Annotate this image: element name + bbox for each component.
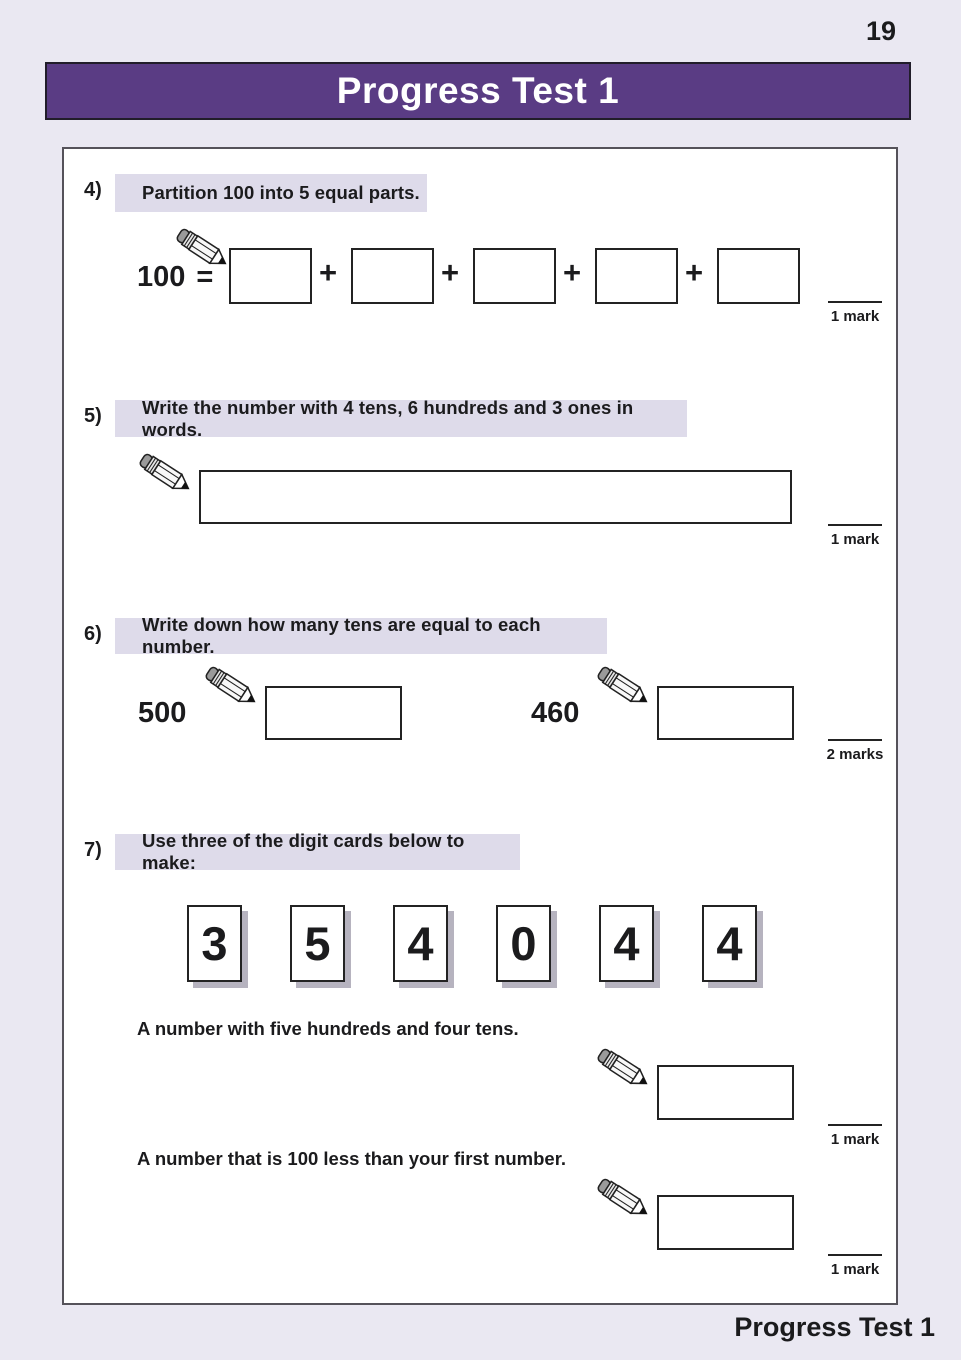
digit-card-4 <box>496 905 551 982</box>
digit-card-value: 4 <box>407 917 434 970</box>
partition-answer-box-4[interactable] <box>595 248 678 304</box>
number-answer-box-2[interactable] <box>657 1195 794 1250</box>
question-prompt-highlight <box>115 174 427 212</box>
mark-tally <box>811 301 899 325</box>
tens-answer-box-460[interactable] <box>657 686 794 740</box>
question-prompt: Write the number with 4 tens, 6 hundreds and 3 ones in words. <box>142 396 634 440</box>
page-number: 19 <box>866 16 897 46</box>
question-number: 4) <box>84 179 102 201</box>
plus-sign: + <box>440 255 460 290</box>
pencil-icon <box>594 1174 655 1224</box>
mark-label: 1 mark <box>830 531 880 548</box>
mark-label: 1 mark <box>830 1261 880 1278</box>
partition-answer-box-3[interactable] <box>473 248 556 304</box>
partition-answer-box-1[interactable] <box>229 248 312 304</box>
mark-tally <box>811 524 899 548</box>
plus-sign: + <box>318 255 338 290</box>
mark-label: 1 mark <box>830 308 880 325</box>
sub-question-prompt: A number that is 100 less than your first number. <box>137 1148 567 1169</box>
mark-label: 2 marks <box>826 746 884 763</box>
question-number: 6) <box>84 623 102 645</box>
number-answer-box-1[interactable] <box>657 1065 794 1120</box>
mark-line <box>828 1254 882 1256</box>
plus-sign: + <box>562 255 582 290</box>
pencil-icon <box>594 1044 655 1094</box>
words-answer-box[interactable] <box>199 470 792 524</box>
pencil-icon <box>136 449 197 499</box>
digit-card-value: 5 <box>304 917 331 970</box>
question-prompt-highlight <box>115 614 607 657</box>
digit-card-5 <box>599 905 654 982</box>
digit-card-value: 4 <box>613 917 640 970</box>
question-prompt: Write down how many tens are equal to each number. <box>142 614 541 657</box>
question-prompt: Use three of the digit cards below to make: <box>142 830 465 873</box>
question-prompt-highlight <box>115 396 687 440</box>
footer-title: Progress Test 1 <box>734 1312 935 1342</box>
question-number: 5) <box>84 405 102 427</box>
mark-line <box>828 524 882 526</box>
digit-card-value: 0 <box>510 917 537 970</box>
header-banner <box>45 62 911 120</box>
digit-card-3 <box>393 905 448 982</box>
question-number: 7) <box>84 839 102 861</box>
digit-card-2 <box>290 905 345 982</box>
plus-sign: + <box>684 255 704 290</box>
sub-question-prompt: A number with five hundreds and four tens. <box>137 1018 519 1039</box>
page-title: Progress Test 1 <box>336 70 620 111</box>
mark-tally <box>811 739 899 763</box>
pencil-icon <box>202 662 263 712</box>
number-label-500: 500 <box>138 697 187 729</box>
mark-tally <box>811 1254 899 1278</box>
digit-card-value: 3 <box>201 917 228 970</box>
tens-answer-box-500[interactable] <box>265 686 402 740</box>
question-prompt-highlight <box>115 830 520 873</box>
number-label-460: 460 <box>531 697 580 729</box>
equation-number: 100 <box>137 261 186 293</box>
mark-tally <box>811 1124 899 1148</box>
equation-lhs <box>137 261 213 294</box>
partition-answer-box-5[interactable] <box>717 248 800 304</box>
content-area <box>62 147 898 1305</box>
mark-label: 1 mark <box>830 1131 880 1148</box>
digit-card-value: 4 <box>716 917 743 970</box>
partition-answer-box-2[interactable] <box>351 248 434 304</box>
digit-card-6 <box>702 905 757 982</box>
equals-sign: = <box>196 261 214 293</box>
question-prompt: Partition 100 into 5 equal parts. <box>142 182 420 203</box>
mark-line <box>828 1124 882 1126</box>
pencil-icon <box>594 662 655 712</box>
mark-line <box>828 739 882 741</box>
mark-line <box>828 301 882 303</box>
digit-card-1 <box>187 905 242 982</box>
